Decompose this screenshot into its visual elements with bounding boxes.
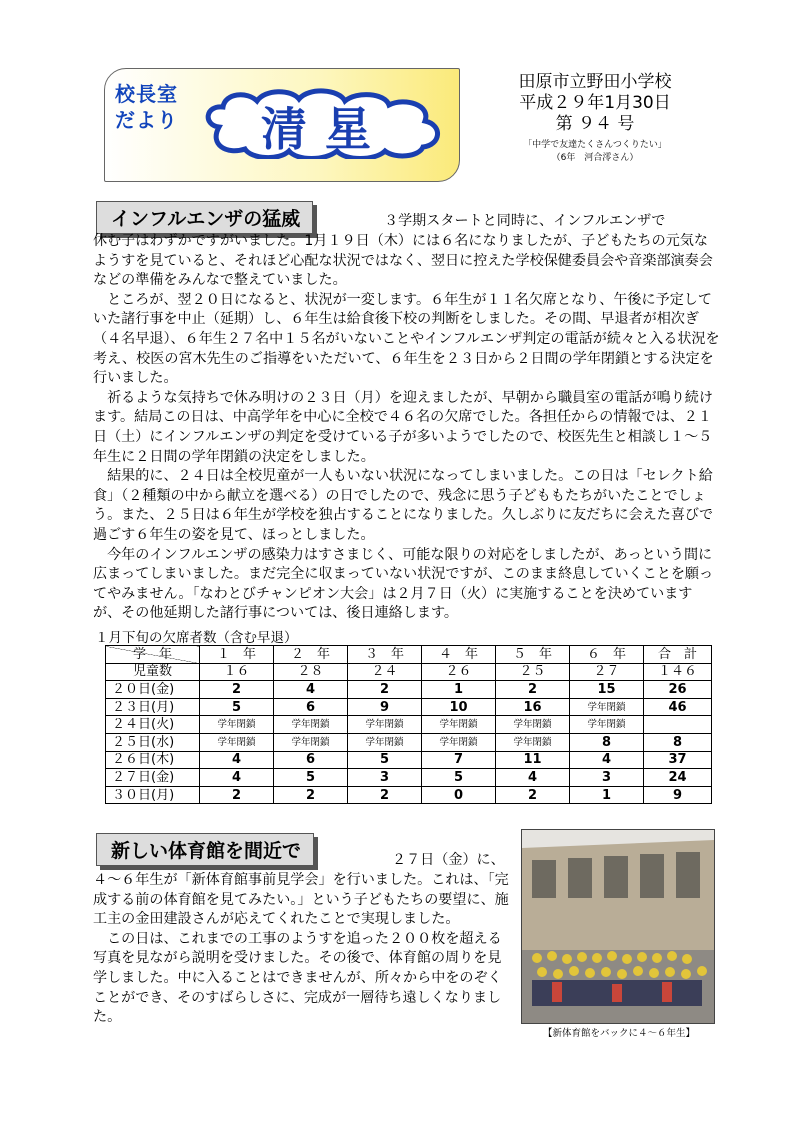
table-cell: 学年閉鎖 [496, 716, 570, 734]
table-cell: 学年閉鎖 [570, 716, 644, 734]
issue-number: 第 ９４ 号 [555, 114, 635, 134]
row-label: ３０日(月) [106, 786, 200, 804]
table-cell: 4 [274, 681, 348, 699]
table-cell: 学年閉鎖 [274, 716, 348, 734]
table-cell: 5 [422, 769, 496, 787]
paragraph: 今年のインフルエンザの感染力はすさまじく、可能な限りの対応をしましたが、あっという間に広まってしまいました。まだ完全に収まっていない状況ですが、このまま終息していくことを願ってやみません。「なわとびチャンピオン大会」は２月７日（火）に実施することを決めていますが、その他延期した諸行事については、後日連絡します。 [93, 546, 714, 622]
table-cell: 15 [570, 681, 644, 699]
motto-line-1: 「中学で友達たくさんつくりたい」 [523, 140, 667, 150]
table-cell: 10 [422, 698, 496, 716]
table-cell: 2 [200, 681, 274, 699]
table-cell: 4 [200, 769, 274, 787]
table-cell: 4 [570, 751, 644, 769]
paragraph: ４～６年生が「新体育館事前見学会」を行いました。これは、「完成する前の体育館を見てみたい。」という子どもたちの要望に、施工主の金田建設さんが応えてくれたことで実現しました。 [93, 872, 509, 928]
table-cell: ２６ [422, 663, 496, 681]
paragraph: 祈るような気持ちで休み明けの２３日（月）を迎えましたが、早朝から職員室の電話が鳴り続けます。結局この日は、中高学年を中心に全校で４６名の欠席でした。各担任からの情報では、２１日（土）にインフルエンザの判定を受けている子が多いようでしたので、校医先生と相談し１～５年生に２日間の学年閉鎖の決定をしました。 [93, 389, 713, 465]
table-row [106, 751, 712, 769]
section-heading-gym: 新しい体育館を間近で [96, 833, 314, 866]
row-label: ２６日(木) [106, 751, 200, 769]
table-cell [644, 716, 712, 734]
table-cell: 4 [496, 769, 570, 787]
paragraph: 結果的に、２４日は全校児童が一人もいない状況になってしまいました。この日は「セレクト給食」（２種類の中から献立を選べる）の日でしたので、残念に思う子どももたちがいたことでしょう。また、２５日は６年生が学校を独占することになりました。久しぶりに友だちに会えた喜びで過ごす６年生の姿を見て、ほっとしました。 [93, 468, 714, 543]
table-caption: １月下旬の欠席者数（含む早退） [95, 630, 298, 646]
paragraph: この日は、これまでの工事のようすを追った２００枚を超える写真を見ながら説明を受けました。その後で、体育館の周りを見学しました。中に入ることはできませんが、所々から中をのぞくことができ、そのすばらしさに、完成が一層待ち遠しくなりました。 [93, 930, 502, 1026]
table-cell: ２ 年 [274, 646, 348, 664]
table-cell: 7 [422, 751, 496, 769]
table-cell: 5 [348, 751, 422, 769]
table-cell: 9 [348, 698, 422, 716]
table-cell: ２５ [496, 663, 570, 681]
absence-table [105, 645, 712, 804]
table-cell: 学年閉鎖 [200, 733, 274, 751]
table-cell: 8 [570, 733, 644, 751]
masthead-banner [104, 68, 460, 182]
table-cell: 学年閉鎖 [200, 716, 274, 734]
table-cell: 8 [644, 733, 712, 751]
table-cell: 6 [274, 698, 348, 716]
table-cell: 2 [274, 786, 348, 804]
row-label: 学 年 [106, 646, 200, 664]
table-cell: 2 [348, 786, 422, 804]
table-cell: ３ 年 [348, 646, 422, 664]
table-cell: 学年閉鎖 [422, 716, 496, 734]
row-label: 児童数 [106, 663, 200, 681]
table-row [106, 716, 712, 734]
table-cell: 学年閉鎖 [570, 698, 644, 716]
table-cell: 学年閉鎖 [422, 733, 496, 751]
section2-body [93, 871, 514, 1028]
table-cell: 1 [570, 786, 644, 804]
table-cell: 5 [200, 698, 274, 716]
table-cell: 学年閉鎖 [348, 716, 422, 734]
school-info [500, 72, 690, 165]
corner-label: 校長室だより [115, 82, 178, 132]
newsletter-title: 清星 [261, 102, 389, 156]
paragraph: ところが、翌２０日になると、状況が一変します。６年生が１１名欠席となり、午後に予定していた諸行事を中止（延期）し、６年生は給食後下校の判断をしました。その間、早退者が相次ぎ（４名早退）、６年生２７名中１５名がいないことやインフルエンザ判定の電話が続々と入る状況を考え、校医の宮木先生のご指導をいただいて、６年生を２３日から２日間の学年閉鎖とする決定を行いました。 [93, 291, 720, 387]
table-cell: １ 年 [200, 646, 274, 664]
table-cell: 11 [496, 751, 570, 769]
table-cell: 合 計 [644, 646, 712, 664]
section1-body [93, 232, 720, 624]
table-cell: ４ 年 [422, 646, 496, 664]
table-cell: ２８ [274, 663, 348, 681]
table-row [106, 681, 712, 699]
table-cell: 学年閉鎖 [496, 733, 570, 751]
table-cell: 5 [274, 769, 348, 787]
gym-photo [521, 829, 715, 1024]
section2-first-line: ２７日（金）に、 [392, 852, 505, 868]
table-cell: 37 [644, 751, 712, 769]
table-header-enrollment [106, 663, 712, 681]
table-cell: 9 [644, 786, 712, 804]
table-cell: ２４ [348, 663, 422, 681]
table-cell: 2 [496, 786, 570, 804]
row-label: ２３日(月) [106, 698, 200, 716]
table-cell: 2 [200, 786, 274, 804]
table-cell: １４６ [644, 663, 712, 681]
school-name: 田原市立野田小学校 [518, 72, 672, 92]
paragraph: 休む子はわずかですがいました。1月１９日（木）には６名になりましたが、子どもたちの元気なようすを見ていると、それほど心配な状況ではなく、翌日に控えた学校保健委員会や音楽部演奏会などの準備をみんなで整えていました。 [93, 233, 713, 289]
photo-caption: 【新体育館をバックに４～６年生】 [542, 1028, 695, 1039]
photo-illustration [522, 830, 714, 1023]
table-cell: ６ 年 [570, 646, 644, 664]
row-label: ２７日(金) [106, 769, 200, 787]
table-cell: ２７ [570, 663, 644, 681]
table-cell: 0 [422, 786, 496, 804]
table-cell: ５ 年 [496, 646, 570, 664]
table-row [106, 698, 712, 716]
table-cell: 16 [496, 698, 570, 716]
row-label: ２４日(火) [106, 716, 200, 734]
table-row [106, 769, 712, 787]
section1-first-line: ３学期スタートと同時に、インフルエンザで [384, 213, 666, 229]
table-cell: 46 [644, 698, 712, 716]
section-heading-influenza: インフルエンザの猛威 [96, 201, 313, 234]
table-row [106, 733, 712, 751]
motto-line-2: （6年 河合澪さん） [551, 153, 639, 163]
row-label: ２５日(水) [106, 733, 200, 751]
table-cell: 3 [348, 769, 422, 787]
row-label: ２０日(金) [106, 681, 200, 699]
table-row [106, 786, 712, 804]
table-cell: １６ [200, 663, 274, 681]
table-cell: 学年閉鎖 [274, 733, 348, 751]
table-cell: 3 [570, 769, 644, 787]
table-cell: 1 [422, 681, 496, 699]
table-cell: 2 [348, 681, 422, 699]
table-cell: 6 [274, 751, 348, 769]
table-cell: 26 [644, 681, 712, 699]
issue-date: 平成２９年1月30日 [519, 93, 671, 113]
table-cell: 24 [644, 769, 712, 787]
table-cell: 2 [496, 681, 570, 699]
table-cell: 4 [200, 751, 274, 769]
table-header-grade [106, 646, 712, 664]
table-cell: 学年閉鎖 [348, 733, 422, 751]
